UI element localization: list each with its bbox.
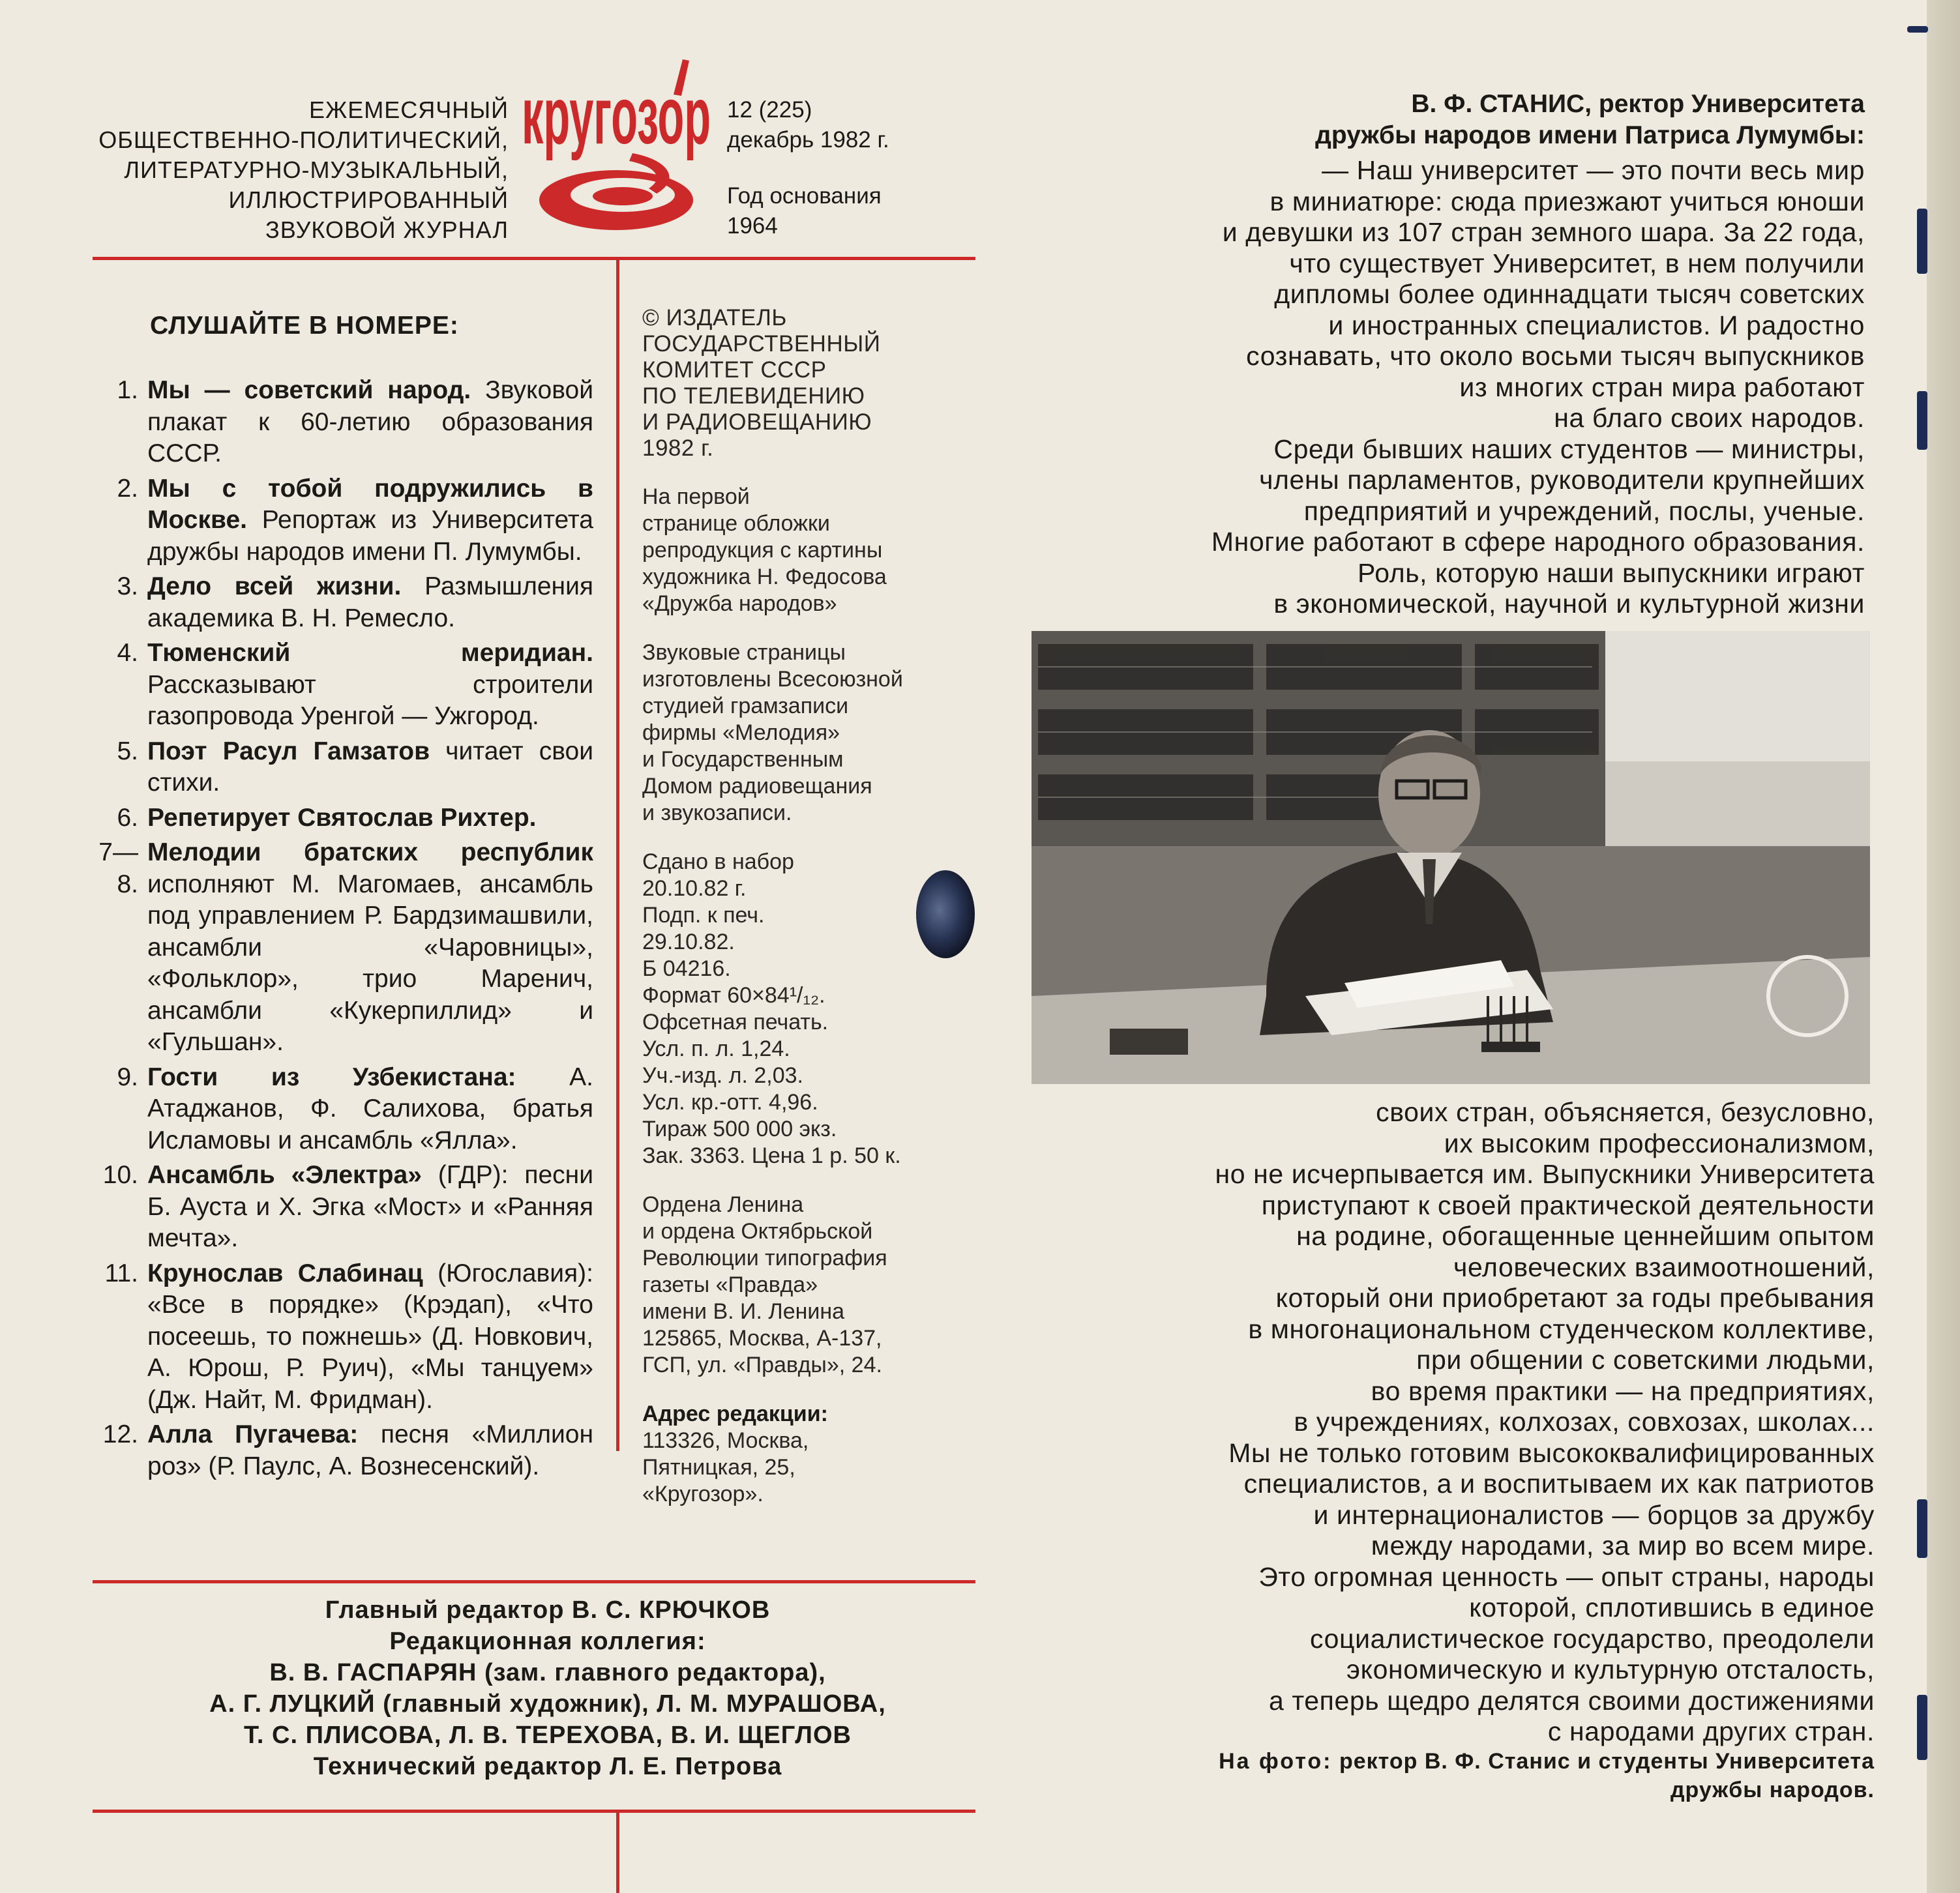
board-line: В. В. ГАСПАРЯН (зам. главного редактора), <box>269 1659 826 1686</box>
red-rule-bottom <box>93 1810 975 1813</box>
article-line: в экономической, научной и культурной жизни <box>1273 589 1865 619</box>
article-line: Среди бывших наших студентов — министры, <box>1273 433 1865 464</box>
binding-tab <box>1917 1695 1927 1760</box>
editorial-board <box>124 1594 972 1782</box>
article-line: но не исчерпывается им. Выпускники Университета <box>1215 1159 1875 1189</box>
contents-item-text <box>147 1419 593 1482</box>
article-line: Роль, которую наши выпускники играют <box>1358 557 1865 588</box>
board-line: Технический редактор Л. Е. Петрова <box>313 1753 782 1780</box>
logo-text: кругозор <box>522 70 711 162</box>
descriptor-line: ОБЩЕСТВЕННО-ПОЛИТИЧЕСКИЙ, <box>98 126 509 153</box>
article-line: предприятий и учреждений, послы, ученые. <box>1303 495 1865 526</box>
contents-item <box>78 1258 593 1416</box>
article-line: — Наш университет — это почти весь мир <box>1322 155 1865 185</box>
publisher-block: © ИЗДАТЕЛЬ ГОСУДАРСТВЕННЫЙ КОМИТЕТ СССР ПО ТЕЛЕВИДЕНИЮ И РАДИОВЕЩАНИЮ 1982 г. <box>642 305 881 461</box>
contents-item-title: Гости из Узбекистана: <box>147 1063 516 1091</box>
contents-item-text <box>147 1062 593 1157</box>
cover-credit: На первой странице обложки репродукция с картины художника Н. Федосова «Дружба народов» <box>642 484 887 616</box>
contents-item-title: Алла Пугачева: <box>147 1420 359 1448</box>
article-line: в миниатюре: сюда приезжают учиться юноши <box>1270 186 1865 216</box>
article-line: сознавать, что около восьми тысяч выпускников <box>1246 341 1865 371</box>
contents-item-text <box>147 1258 593 1416</box>
article-line: из многих стран мира работают <box>1459 372 1865 402</box>
contents-item-number: 3. <box>117 572 138 600</box>
print-specs: Сдано в набор 20.10.82 г. Подп. к печ. 29.10.82. Б 04216. Формат 60×84¹/₁₂. Офсетная печать. Усл. п. л. 1,24. Уч.-изд. л. 2,03. Усл. кр.-отт. 4,96. Тираж 500 000 экз. Зак. 3363. Цена 1 р. 50 к. <box>642 849 901 1168</box>
article-line: Это огромная ценность — опыт страны, народы <box>1258 1561 1875 1592</box>
contents-item-number: 6. <box>117 803 138 832</box>
article-line: их высоким профессионализмом, <box>1444 1128 1875 1158</box>
article-line: своих стран, объясняется, безусловно, <box>1376 1097 1875 1127</box>
founded-label: Год основания <box>727 183 882 209</box>
rector-photo <box>1032 631 1870 1084</box>
article-line: с народами других стран. <box>1547 1716 1875 1746</box>
board-line: Т. С. ПЛИСОВА, Л. В. ТЕРЕХОВА, В. И. ЩЕГЛОВ <box>244 1722 852 1749</box>
contents-item-number: 1. <box>117 376 138 404</box>
article-line: а теперь щедро делятся своими достижениями <box>1268 1685 1875 1716</box>
binding-tab <box>1917 391 1927 450</box>
article-line: дипломы более одиннадцати тысяч советских <box>1274 279 1865 309</box>
contents-item-description: читает свои стихи. <box>147 737 593 797</box>
contents-item <box>78 802 593 834</box>
issue-number: 12 (225) <box>727 97 812 123</box>
caption-label: На фото: <box>1219 1749 1333 1774</box>
sound-credit: Звуковые страницы изготовлены Всесоюзной студией грамзаписи фирмы «Мелодия» и Государственным Домом радиовещания и звукозаписи. <box>642 640 903 825</box>
article-line: специалистов, а и воспитываем их как патриотов <box>1243 1469 1875 1499</box>
contents-item-number: 10. <box>102 1161 138 1189</box>
photo-caption: На фото: ректор В. Ф. Станис и студенты Университета дружбы народов. <box>1219 1749 1875 1802</box>
contents-item-number: 4. <box>117 639 138 667</box>
article-line: во время практики — на предприятиях, <box>1371 1375 1875 1406</box>
contents-item <box>78 375 593 470</box>
contents-item-number: 12. <box>102 1420 138 1448</box>
article-line: и иностранных специалистов. И радостно <box>1328 310 1865 340</box>
red-rule-vertical-bottom <box>616 1810 619 1893</box>
contents-item-description: песня «Миллион роз» (Р. Паулс, А. Вознесенский). <box>147 1420 593 1480</box>
contents-item-number: 11. <box>104 1259 138 1287</box>
contents-item-number: 5. <box>117 737 138 765</box>
editorial-address: Адрес редакции: 113326, Москва, Пятницкая, 25, «Кругозор». <box>642 1401 828 1506</box>
contents-item-description: Размышления академика В. Н. Ремесло. <box>147 572 593 632</box>
article-line: которой, сплотившись в единое <box>1469 1592 1875 1622</box>
krugozor-logo <box>518 55 720 251</box>
article-text-bottom <box>1017 1097 1875 1748</box>
contents-item-description: (ГДР): песни Б. Ауста и Х. Эгка «Мост» и «Ранняя мечта». <box>147 1161 593 1252</box>
article-line: и девушки из 107 стран земного шара. За 22 года, <box>1222 217 1865 247</box>
issue-info <box>727 95 1001 241</box>
article-line: члены парламентов, руководители крупнейших <box>1259 465 1865 495</box>
address-label: Адрес редакции: <box>642 1401 828 1426</box>
contents-list <box>78 375 593 1486</box>
contents-item-title: Поэт Расул Гамзатов <box>147 737 430 765</box>
contents-item-text <box>147 802 593 834</box>
contents-item-title: Дело всей жизни. <box>147 572 402 600</box>
contents-item-description: исполняют М. Магомаев, ансамбль под управлением Р. Бардзимашвили, ансамбли «Чаровницы», «Фольклор», трио Маренич, ансамбли «Кукерпиллид» и «Гульшан». <box>147 870 593 1056</box>
article-line: социалистическое государство, преодолели <box>1310 1623 1875 1654</box>
contents-item-text <box>147 473 593 568</box>
article-line: который они приобретают за годы пребывания <box>1275 1283 1875 1313</box>
article-line: между народами, за мир во всем мире. <box>1371 1531 1875 1561</box>
contents-item-text <box>147 571 593 634</box>
contents-item-number: 2. <box>117 474 138 503</box>
contents-item-title: Ансамбль «Электра» <box>147 1161 422 1189</box>
founded-year: 1964 <box>727 213 778 239</box>
article-line: приступают к своей практической деятельности <box>1261 1190 1875 1220</box>
punched-hole <box>916 870 975 958</box>
descriptor-line: ИЛЛЮСТРИРОВАННЫЙ <box>228 186 509 213</box>
contents-item <box>78 571 593 634</box>
article-line: в учреждениях, колхозах, совхозах, школах... <box>1294 1407 1875 1437</box>
red-rule-top <box>93 257 975 260</box>
contents-item-text <box>147 837 593 1059</box>
board-line: Редакционная коллегия: <box>389 1628 706 1655</box>
descriptor-line: ЛИТЕРАТУРНО-МУЗЫКАЛЬНЫЙ, <box>124 156 509 183</box>
descriptor-line: ЕЖЕМЕСЯЧНЫЙ <box>309 96 509 123</box>
contents-item <box>78 638 593 733</box>
article-line: в многонациональном студенческом коллективе, <box>1248 1313 1875 1344</box>
article-heading: В. Ф. СТАНИС, ректор Университета дружбы народов имени Патриса Лумумбы: <box>1315 90 1865 149</box>
article-line: и интернационалистов — борцов за дружбу <box>1313 1499 1875 1530</box>
contents-item <box>78 473 593 568</box>
binding-tab <box>1917 209 1927 274</box>
article-text-top <box>1017 155 1865 620</box>
contents-item <box>78 837 593 1059</box>
contents-item-title: Мы с тобой подружились в Москве. <box>147 474 593 534</box>
contents-item-text <box>147 375 593 470</box>
contents-item-title: Мелодии братских республик <box>147 838 593 866</box>
contents-item-title: Круноcлав Слабинац <box>147 1259 423 1287</box>
contents-item-title: Мы — советский народ. <box>147 376 471 404</box>
board-line: А. Г. ЛУЦКИЙ (главный художник), Л. М. МУРАШОВА, <box>209 1690 886 1718</box>
binding-tab <box>1907 26 1928 33</box>
contents-item-text <box>147 1160 593 1255</box>
board-line: Главный редактор В. С. КРЮЧКОВ <box>325 1596 771 1624</box>
contents-item-title: Репетирует Святослав Рихтер. <box>147 803 537 832</box>
contents-item <box>78 1062 593 1157</box>
masthead-descriptor <box>59 95 509 245</box>
article-line: Мы не только готовим высококвалифицированных <box>1228 1437 1875 1468</box>
contents-item <box>78 736 593 799</box>
article-line: Многие работают в сфере народного образования. <box>1211 527 1865 557</box>
contents-item-description: (Югославия): «Все в порядке» (Крэдап), «Что посеешь, то пожнешь» (Д. Новкович, А. Юрош, Р. Руич), «Мы танцуем» (Дж. Найт, М. Фридман). <box>147 1259 593 1414</box>
binding-tab <box>1917 1499 1927 1558</box>
contents-item-title: Тюменский меридиан. <box>147 639 593 667</box>
article-line: что существует Университет, в нем получили <box>1289 248 1865 278</box>
page-edge <box>1927 0 1960 1893</box>
article-line: экономическую и культурную отсталость, <box>1346 1654 1875 1684</box>
red-rule-vertical <box>616 257 619 1451</box>
article-line: человеческих взаимоотношений, <box>1453 1252 1875 1282</box>
contents-item-number: 7—8. <box>98 838 138 898</box>
article-line: на благо своих народов. <box>1554 403 1865 433</box>
contents-item-text <box>147 638 593 733</box>
contents-item-description: Звуковой плакат к 60-летию образования СССР. <box>147 376 593 467</box>
printer-credit: Ордена Ленина и ордена Октябрьской Революции типография газеты «Правда» имени В. И. Ленина 125865, Москва, А-137, ГСП, ул. «Правды», 24. <box>642 1192 887 1377</box>
contents-item-description: Репортаж из Университета дружбы народов имени П. Лумумбы. <box>147 506 593 566</box>
red-rule-middle <box>93 1580 975 1583</box>
contents-item-text <box>147 736 593 799</box>
contents-item-number: 9. <box>117 1063 138 1091</box>
descriptor-line: ЗВУКОВОЙ ЖУРНАЛ <box>265 216 509 243</box>
issue-date: декабрь 1982 г. <box>727 127 889 153</box>
contents-item <box>78 1160 593 1255</box>
contents-item <box>78 1419 593 1482</box>
contents-heading: СЛУШАЙТЕ В НОМЕРЕ: <box>150 312 459 340</box>
contents-item-description: А. Атаджанов, Ф. Салихова, братья Исламовы и ансамбль «Ялла». <box>147 1063 594 1154</box>
article-line: при общении с советскими людьми, <box>1416 1345 1875 1375</box>
article-line: на родине, обогащенные ценнейшим опытом <box>1296 1221 1875 1251</box>
contents-item-description: Рассказывают строители газопровода Уренгой — Ужгород. <box>147 670 593 730</box>
